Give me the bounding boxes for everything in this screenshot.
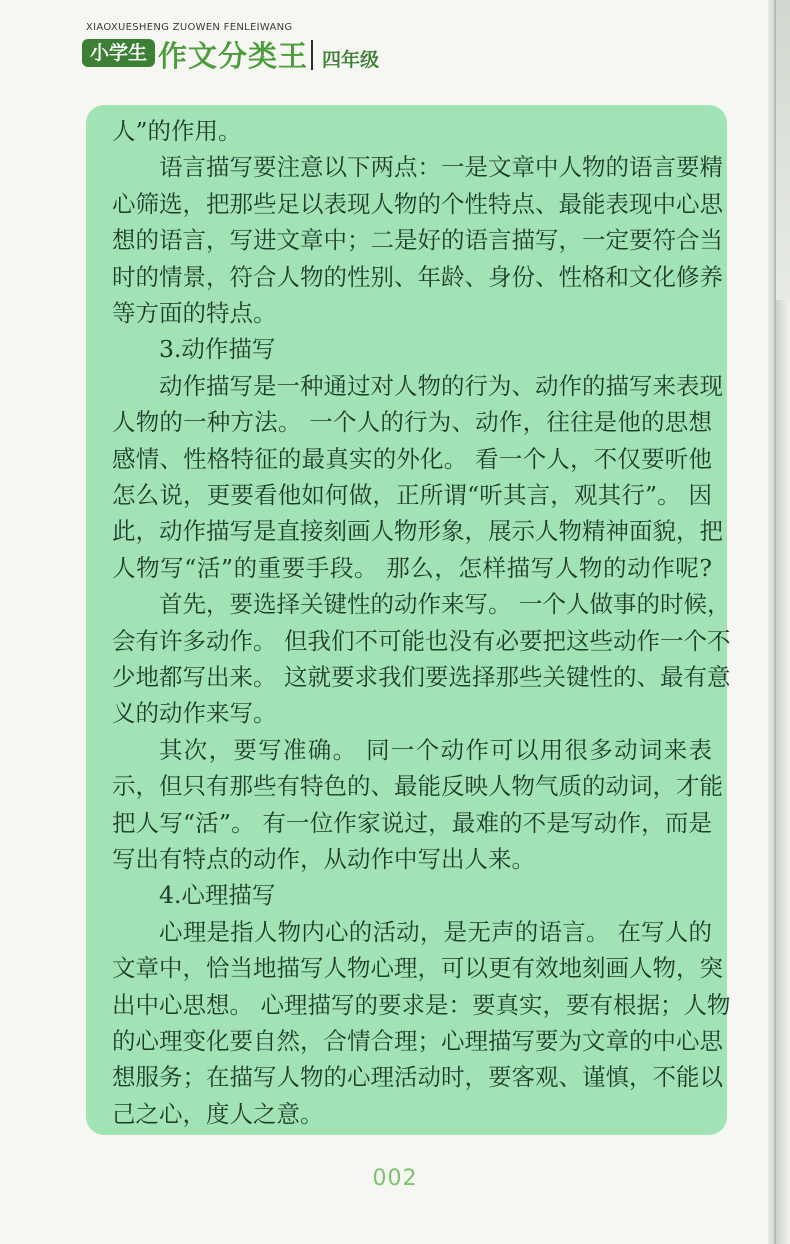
header-title: 作文分类王 [158, 39, 309, 73]
text-line: 示，但只有那些有特色的、最能反映人物气质的动词，才能 [112, 772, 723, 801]
text-line: 想的语言，写进文章中；二是好的语言描写，一定要符合当 [112, 226, 723, 255]
section-heading: 4.心理描写 [159, 881, 276, 910]
text-line: 等方面的特点。 [112, 299, 277, 327]
book-header [82, 22, 682, 82]
text-line: 想服务；在描写人物的心理活动时，要客观、谨慎，不能以 [112, 1063, 723, 1092]
text-line: 文章中，恰当地描写人物心理，可以更有效地刻画人物，突 [112, 954, 723, 983]
text-line: 人物写“活”的重要手段。 那么，怎样描写人物的动作呢? [112, 553, 712, 582]
text-line: 此，动作描写是直接刻画人物形象，展示人物精神面貌，把 [112, 517, 723, 546]
text-line: 把人写“活”。 有一位作家说过，最难的不是写动作，而是 [112, 808, 712, 837]
text-line: 的心理变化要自然，合情合理；心理描写要为文章的中心思 [112, 1027, 723, 1055]
text-line: 感情、性格特征的最真实的外化。 看一个人，不仅要听他 [112, 444, 712, 473]
text-line: 心理是指人物内心的活动，是无声的语言。 在写人的 [159, 917, 712, 946]
text-line: 动作描写是一种通过对人物的行为、动作的描写来表现 [159, 371, 723, 400]
header-grade: 四年级 [322, 49, 380, 71]
text-line: 少地都写出来。 这就要求我们要选择那些关键性的、最有意 [112, 663, 731, 691]
page-edge [768, 0, 790, 1244]
page-number: 002 [372, 1166, 418, 1191]
text-line: 人”的作用。 [112, 117, 242, 145]
content-box [86, 105, 731, 1135]
header-pinyin: XIAOXUESHENG ZUOWEN FENLEIWANG [86, 22, 293, 33]
text-line: 写出有特点的动作，从动作中写出人来。 [112, 845, 535, 873]
text-line: 语言描写要注意以下两点：一是文章中人物的语言要精 [159, 153, 723, 182]
text-line: 人物的一种方法。 一个人的行为、动作，往往是他的思想 [112, 408, 712, 437]
text-line: 怎么说，更要看他如何做，正所谓“听其言，观其行”。 因 [112, 481, 712, 509]
text-line: 其次，要写准确。 同一个动作可以用很多动词来表 [159, 735, 712, 764]
text-line: 义的动作来写。 [112, 699, 277, 728]
text-line: 己之心，度人之意。 [112, 1099, 324, 1128]
text-line: 时的情景，符合人物的性别、年龄、身份、性格和文化修养 [112, 262, 723, 291]
section-heading: 3.动作描写 [159, 335, 276, 364]
header-divider [311, 40, 313, 70]
text-line: 出中心思想。 心理描写的要求是：要真实，要有根据；人物 [112, 990, 731, 1019]
header-badge: 小学生 [82, 39, 155, 67]
text-line: 首先，要选择关键性的动作来写。 一个人做事的时候， [159, 590, 731, 619]
text-line: 心筛选，把那些足以表现人物的个性特点、最能表现中心思 [112, 189, 723, 218]
text-line: 会有许多动作。 但我们不可能也没有必要把这些动作一个不 [112, 626, 731, 655]
